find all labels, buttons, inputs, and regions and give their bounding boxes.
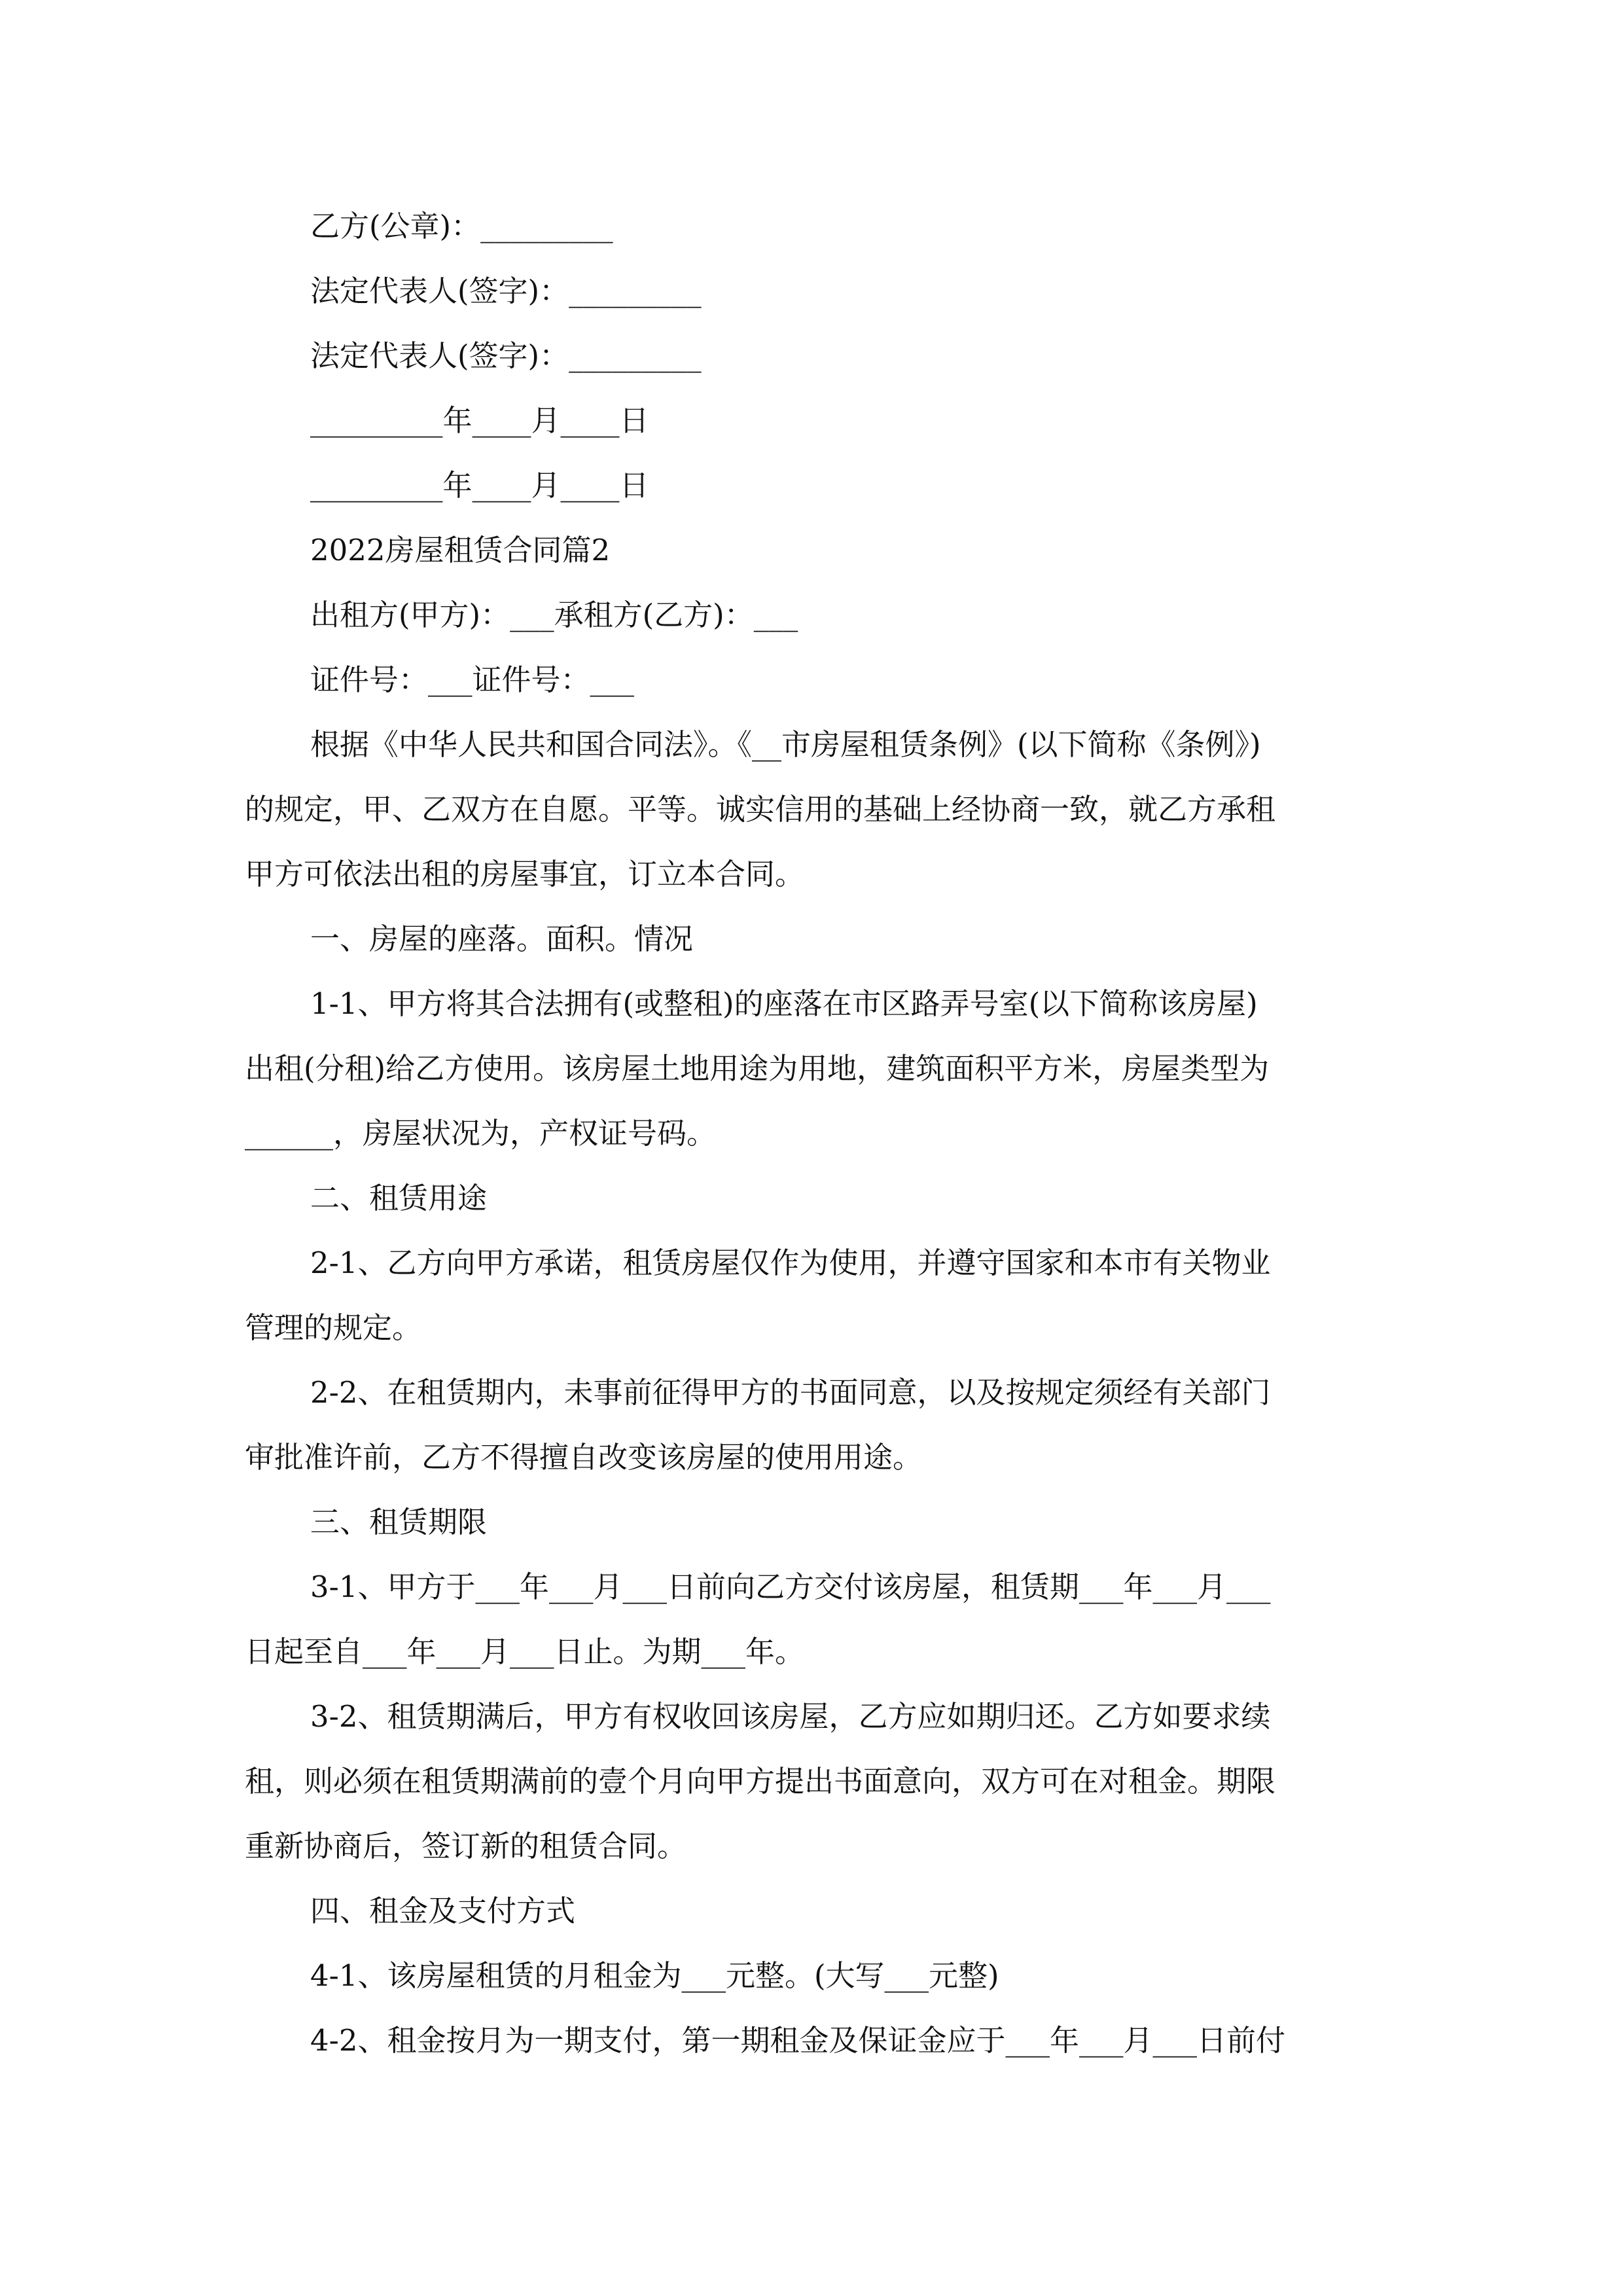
signature-date-2: _________年____月____日 — [310, 468, 649, 503]
clause-3-2-line-1: 3-2、租赁期满后，甲方有权收回该房屋，乙方应如期归还。乙方如要求续 — [310, 1699, 1271, 1734]
clause-1-1-line-1: 1-1、甲方将其合法拥有(或整租)的座落在市区路弄号室(以下简称该房屋) — [310, 986, 1258, 1021]
signature-legal-rep-2: 法定代表人(签字)：_________ — [310, 338, 702, 373]
preamble-line-1: 根据《中华人民共和国合同法》。《__市房屋租赁条例》(以下简称《条例》) — [310, 727, 1261, 762]
signature-legal-rep-1: 法定代表人(签字)：_________ — [310, 274, 702, 308]
heading-1: 一、房屋的座落。面积。情况 — [310, 922, 694, 956]
section-title: 2022房屋租赁合同篇2 — [310, 533, 611, 567]
clause-2-2-line-1: 2-2、在租赁期内，未事前征得甲方的书面同意，以及按规定须经有关部门 — [310, 1375, 1271, 1410]
clause-3-2-line-3: 重新协商后，签订新的租赁合同。 — [245, 1829, 687, 1863]
clause-2-1-line-1: 2-1、乙方向甲方承诺，租赁房屋仅作为使用，并遵守国家和本市有关物业 — [310, 1246, 1271, 1280]
clause-1-1-line-2: 出租(分租)给乙方使用。该房屋土地用途为用地，建筑面积平方米，房屋类型为 — [245, 1051, 1270, 1086]
heading-3: 三、租赁期限 — [310, 1505, 488, 1539]
clause-4-2-line-1: 4-2、租金按月为一期支付，第一期租金及保证金应于___年___月___日前付 — [310, 2023, 1285, 2058]
clause-3-1-line-1: 3-1、甲方于___年___月___日前向乙方交付该房屋，租赁期___年___月___ — [310, 1570, 1271, 1604]
preamble-line-3: 甲方可依法出租的房屋事宜，订立本合同。 — [245, 857, 805, 891]
document-body — [245, 194, 1383, 2073]
preamble-line-2: 的规定，甲、乙双方在自愿。平等。诚实信用的基础上经协商一致，就乙方承租 — [245, 792, 1276, 827]
clause-3-1-line-2: 日起至自___年___月___日止。为期___年。 — [245, 1634, 805, 1669]
clause-1-1-line-3: ______，房屋状况为，产权证号码。 — [245, 1116, 717, 1151]
clause-2-1-line-2: 管理的规定。 — [245, 1310, 422, 1345]
heading-4: 四、租金及支付方式 — [310, 1893, 576, 1928]
heading-2: 二、租赁用途 — [310, 1181, 488, 1215]
id-number-line: 证件号：___证件号：___ — [310, 662, 635, 697]
clause-2-2-line-2: 审批准许前，乙方不得擅自改变该房屋的使用用途。 — [245, 1440, 923, 1475]
clause-3-2-line-2: 租，则必须在租赁期满前的壹个月向甲方提出书面意向，双方可在对租金。期限 — [245, 1764, 1276, 1799]
signature-date-1: _________年____月____日 — [310, 403, 649, 438]
clause-4-1: 4-1、该房屋租赁的月租金为___元整。(大写___元整) — [310, 1958, 999, 1993]
signature-party-b-seal: 乙方(公章)：_________ — [310, 209, 613, 243]
parties-line: 出租方(甲方)：___承租方(乙方)：___ — [310, 598, 798, 632]
